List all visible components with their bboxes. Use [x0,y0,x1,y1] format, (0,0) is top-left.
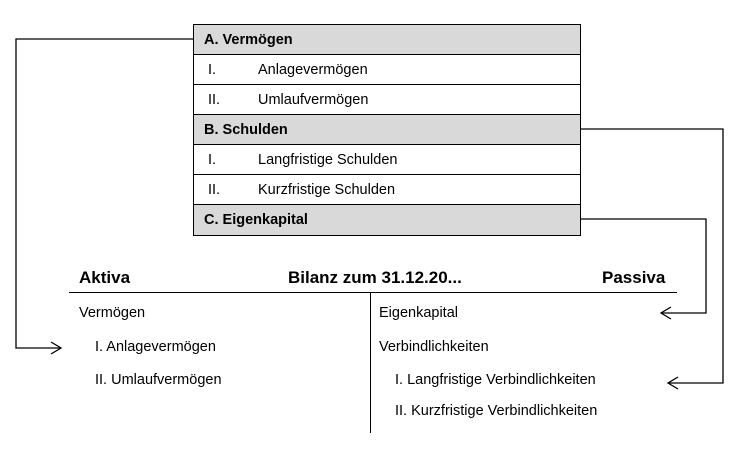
inventory-table [193,24,581,236]
arrow-vermoegen-to-aktiva [16,39,193,348]
inventory-item-number: II. [208,182,221,198]
arrowhead-verbindlichkeiten [668,377,678,389]
inventory-item-kurzfristige-schulden [194,175,580,205]
inventory-item-number: I. [208,152,217,168]
arrowhead-equity [661,307,671,319]
inventory-header-eigenkapital [194,205,580,235]
arrowhead-aktiva [51,342,61,354]
passiva-liabilities: Verbindlichkeiten [379,339,489,355]
inventory-header-label: C. Eigenkapital [204,212,308,228]
inventory-header-label: A. Vermögen [204,32,293,48]
inventory-item-label: Langfristige Schulden [258,152,398,168]
t-account-vertical-line [370,292,371,433]
inventory-item-label: Umlaufvermögen [258,92,369,108]
t-account-horizontal-line [69,292,677,293]
inventory-item-umlaufvermoegen [194,85,580,115]
inventory-item-anlagevermoegen [194,55,580,85]
aktiva-item-umlaufvermoegen: II. Umlaufvermögen [95,372,222,388]
arrow-schulden-to-verbindlichkeiten [581,129,723,383]
inventory-header-vermoegen [194,25,580,55]
bilanz-aktiva-heading: Aktiva [79,268,131,287]
aktiva-group-vermoegen: Vermögen [79,305,146,321]
inventory-header-label: B. Schulden [204,122,288,138]
inventory-header-schulden [194,115,580,145]
inventory-item-number: II. [208,92,221,108]
passiva-item-langfristige: I. Langfristige Verbindlichkeiten [395,372,596,388]
inventory-item-label: Kurzfristige Schulden [258,182,396,198]
bilanz-passiva-heading: Passiva [602,268,666,287]
aktiva-item-anlagevermoegen: I. Anlagevermögen [95,339,216,355]
bilanz-title: Bilanz zum 31.12.20... [288,268,462,287]
inventory-item-langfristige-schulden [194,145,580,175]
inventory-item-label: Anlagevermögen [258,62,368,78]
inventory-item-number: I. [208,62,217,78]
passiva-equity: Eigenkapital [379,305,458,321]
passiva-item-kurzfristige: II. Kurzfristige Verbindlichkeiten [395,403,598,419]
